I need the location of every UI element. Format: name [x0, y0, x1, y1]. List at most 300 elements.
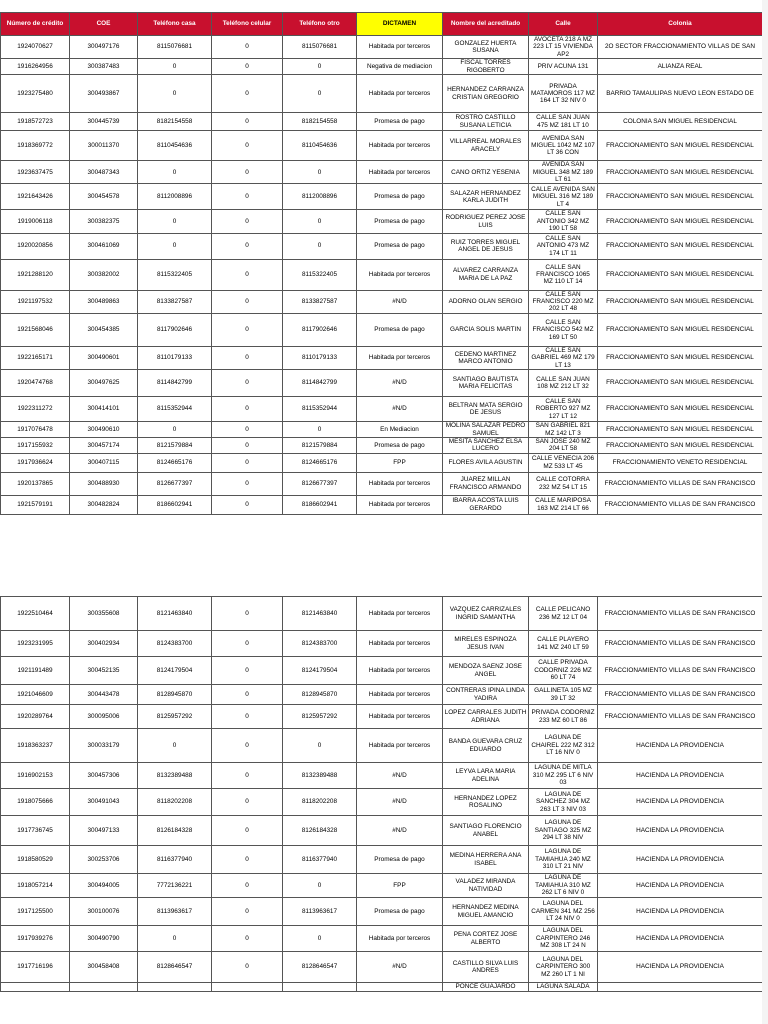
cell-numero-credito: 1917939276 — [1, 926, 70, 952]
cell-telefono-otro: 8124665176 — [283, 453, 357, 472]
table-row — [1, 495, 763, 514]
cell-dictamen: Habitada por terceros — [357, 657, 443, 685]
header-row — [1, 13, 763, 36]
cell-colonia: FRACCIONAMIENTO SAN MIGUEL RESIDENCIAL — [598, 370, 763, 397]
cell-numero-credito: 1923275480 — [1, 75, 70, 113]
cell-colonia: HACIENDA LA PROVIDENCIA — [598, 816, 763, 846]
cell-numero-credito: 1918057214 — [1, 874, 70, 898]
cell-nombre-acreditado: MOLINA SALAZAR PEDRO SAMUEL — [443, 422, 529, 438]
cell-nombre-acreditado: SALAZAR HERNANDEZ KARLA JUDITH — [443, 184, 529, 210]
cell-telefono-casa: 0 — [138, 59, 212, 75]
cell-colonia: HACIENDA LA PROVIDENCIA — [598, 926, 763, 952]
table-row — [1, 763, 763, 789]
cell-nombre-acreditado: BANDA GUEVARA CRUZ EDUARDO — [443, 729, 529, 763]
cell-nombre-acreditado: FISCAL TORRES RIGOBERTO — [443, 59, 529, 75]
cell-coe: 300458408 — [70, 952, 138, 983]
cell-calle: CALLE SAN FRANCISCO 220 MZ 202 LT 48 — [529, 290, 598, 313]
cell-dictamen: Habitada por terceros — [357, 685, 443, 705]
cell-telefono-otro: 8112008896 — [283, 184, 357, 210]
cell-calle: LAGUNA DE TAMIAHUA 240 MZ 310 LT 21 NIV — [529, 846, 598, 874]
table-row — [1, 131, 763, 161]
cell-coe: 300497176 — [70, 36, 138, 59]
cell-nombre-acreditado: MEDINA HERRERA ANA ISABEL — [443, 846, 529, 874]
cell-nombre-acreditado: IBARRA ACOSTA LUIS GERARDO — [443, 495, 529, 514]
cell-coe: 300414101 — [70, 397, 138, 422]
cell-coe: 300454385 — [70, 313, 138, 346]
cell-coe: 300382002 — [70, 259, 138, 290]
cell-dictamen: Habitada por terceros — [357, 705, 443, 729]
cell-colonia: FRACCIONAMIENTO VILLAS DE SAN FRANCISCO — [598, 495, 763, 514]
cell-dictamen: #N/D — [357, 370, 443, 397]
cell-coe: 300490601 — [70, 346, 138, 369]
cell-telefono-otro: 8121579884 — [283, 437, 357, 453]
cell-calle: LAGUNA DE SANCHEZ 304 MZ 263 LT 3 NIV 03 — [529, 789, 598, 816]
cell-colonia: FRACCIONAMIENTO SAN MIGUEL RESIDENCIAL — [598, 437, 763, 453]
cell-telefono-otro: 0 — [283, 874, 357, 898]
cell-telefono-otro: 8115352944 — [283, 397, 357, 422]
cell-dictamen: #N/D — [357, 952, 443, 983]
cell-telefono-otro: 0 — [283, 233, 357, 259]
cell-telefono-casa: 8114842799 — [138, 370, 212, 397]
cell-calle: LAGUNA DEL CARPINTERO 300 MZ 260 LT 1 NI — [529, 952, 598, 983]
cell-dictamen: #N/D — [357, 816, 443, 846]
cell-dictamen: #N/D — [357, 290, 443, 313]
cell-colonia: FRACCIONAMIENTO SAN MIGUEL RESIDENCIAL — [598, 161, 763, 184]
cell-numero-credito: 1924070627 — [1, 36, 70, 59]
cell-telefono-celular: 0 — [212, 259, 283, 290]
cell-telefono-celular: 0 — [212, 36, 283, 59]
cell-numero-credito: 1920474768 — [1, 370, 70, 397]
cell-coe: 300407115 — [70, 453, 138, 472]
cell-telefono-otro: 8115322405 — [283, 259, 357, 290]
table-row — [1, 631, 763, 657]
cell-colonia: HACIENDA LA PROVIDENCIA — [598, 729, 763, 763]
cell-coe: 300497133 — [70, 816, 138, 846]
cell-numero-credito: 1920137865 — [1, 472, 70, 495]
cell-colonia: ALIANZA REAL — [598, 59, 763, 75]
cell-telefono-otro: 0 — [283, 75, 357, 113]
header-colonia: Colonia — [598, 13, 763, 36]
credit-table-page-1 — [0, 12, 763, 515]
cell-dictamen: Habitada por terceros — [357, 631, 443, 657]
cell-calle: CALLE VENECIA 206 MZ 533 LT 45 — [529, 453, 598, 472]
cell-dictamen: Habitada por terceros — [357, 926, 443, 952]
cell-colonia: FRACCIONAMIENTO VILLAS DE SAN FRANCISCO — [598, 657, 763, 685]
table-row — [1, 816, 763, 846]
cell-coe: 300490790 — [70, 926, 138, 952]
cell-numero-credito: 1922165171 — [1, 346, 70, 369]
cell-telefono-celular: 0 — [212, 846, 283, 874]
cell-telefono-otro: 8186602941 — [283, 495, 357, 514]
cell-telefono-celular: 0 — [212, 313, 283, 346]
cell-coe: 300100076 — [70, 898, 138, 926]
cell-nombre-acreditado: JUAREZ MILLAN FRANCISCO ARMANDO — [443, 472, 529, 495]
cell-dictamen: Habitada por terceros — [357, 472, 443, 495]
cell-telefono-otro: 8124179504 — [283, 657, 357, 685]
cell-telefono-celular: 0 — [212, 75, 283, 113]
cell-calle: CALLE COTORRA 232 MZ 54 LT 15 — [529, 472, 598, 495]
cell-numero-credito: 1918580529 — [1, 846, 70, 874]
cell-dictamen: FPP — [357, 874, 443, 898]
cell-nombre-acreditado: LEYVA LARA MARIA ADELINA — [443, 763, 529, 789]
cell-telefono-celular: 0 — [212, 472, 283, 495]
cell-dictamen: Promesa de pago — [357, 313, 443, 346]
table-row — [1, 453, 763, 472]
cell-telefono-celular: 0 — [212, 370, 283, 397]
cell-telefono-casa: 0 — [138, 729, 212, 763]
table-row — [1, 184, 763, 210]
cell-telefono-celular: 0 — [212, 453, 283, 472]
cell-calle: LAGUNA DE SANTIAGO 325 MZ 294 LT 38 NIV — [529, 816, 598, 846]
cell-telefono-celular: 0 — [212, 210, 283, 233]
cell-telefono-celular: 0 — [212, 816, 283, 846]
cell-telefono-otro: 8113963617 — [283, 898, 357, 926]
cell-dictamen: Promesa de pago — [357, 233, 443, 259]
cell-telefono-casa: 8121463840 — [138, 597, 212, 631]
cell-telefono-casa: 0 — [138, 210, 212, 233]
cell-telefono-celular: 0 — [212, 898, 283, 926]
cell-telefono-otro: 8182154558 — [283, 113, 357, 131]
cell-nombre-acreditado: VILLARREAL MORALES ARACELY — [443, 131, 529, 161]
cell-calle: PRIVADA CODORNIZ 233 MZ 60 LT 86 — [529, 705, 598, 729]
cell-colonia: FRACCIONAMIENTO VILLAS DE SAN FRANCISCO — [598, 685, 763, 705]
cell-colonia: FRACCIONAMIENTO SAN MIGUEL RESIDENCIAL — [598, 233, 763, 259]
cell-telefono-celular: 0 — [212, 874, 283, 898]
cell-numero-credito: 1918363237 — [1, 729, 70, 763]
cell-numero-credito: 1917155932 — [1, 437, 70, 453]
cell-numero-credito: 1918075666 — [1, 789, 70, 816]
cell-telefono-otro: 8124383700 — [283, 631, 357, 657]
cell-nombre-acreditado: HERNANDEZ MEDINA MIGUEL AMANCIO — [443, 898, 529, 926]
cell-colonia: FRACCIONAMIENTO SAN MIGUEL RESIDENCIAL — [598, 210, 763, 233]
cell-nombre-acreditado: SANTIAGO FLORENCIO ANABEL — [443, 816, 529, 846]
spreadsheet-page-1 — [0, 12, 762, 515]
cell-telefono-celular: 0 — [212, 290, 283, 313]
cell-telefono-otro: 8125957292 — [283, 705, 357, 729]
table-row — [1, 952, 763, 983]
cell-telefono-otro: 8110454636 — [283, 131, 357, 161]
credit-table-page-2 — [0, 596, 763, 992]
table-row — [1, 657, 763, 685]
cell-coe: 300457306 — [70, 763, 138, 789]
cell-telefono-celular: 0 — [212, 437, 283, 453]
cell-telefono-casa: 7772136221 — [138, 874, 212, 898]
cell-numero-credito: 1916264956 — [1, 59, 70, 75]
cell-coe: 300355608 — [70, 597, 138, 631]
cell-telefono-otro: 8115076681 — [283, 36, 357, 59]
cell-coe: 300387483 — [70, 59, 138, 75]
cell-calle: PRIV ACUNA 131 — [529, 59, 598, 75]
cell-telefono-otro: 8133827587 — [283, 290, 357, 313]
cell-telefono-otro: 8121463840 — [283, 597, 357, 631]
table-row — [1, 113, 763, 131]
cell-telefono-casa: 8133827587 — [138, 290, 212, 313]
cell-dictamen: Habitada por terceros — [357, 161, 443, 184]
cell-coe: 300095006 — [70, 705, 138, 729]
cell-telefono-celular: 0 — [212, 346, 283, 369]
cell-colonia: HACIENDA LA PROVIDENCIA — [598, 874, 763, 898]
cell-calle: LAGUNA DEL CARMEN 341 MZ 256 LT 24 NIV 0 — [529, 898, 598, 926]
table-row — [1, 472, 763, 495]
cell-dictamen: Habitada por terceros — [357, 75, 443, 113]
cell-telefono-casa: 8113963617 — [138, 898, 212, 926]
cell-telefono-casa: 8124179504 — [138, 657, 212, 685]
cell-coe: 300452135 — [70, 657, 138, 685]
cell-numero-credito: 1923637475 — [1, 161, 70, 184]
cell-telefono-celular: 0 — [212, 184, 283, 210]
cell-telefono-otro: 8114842799 — [283, 370, 357, 397]
cell-telefono-celular: 0 — [212, 926, 283, 952]
header-dictamen: DICTAMEN — [357, 13, 443, 36]
cell-colonia: FRACCIONAMIENTO SAN MIGUEL RESIDENCIAL — [598, 313, 763, 346]
cell-colonia: FRACCIONAMIENTO SAN MIGUEL RESIDENCIAL — [598, 397, 763, 422]
cell-dictamen: Promesa de pago — [357, 184, 443, 210]
cell-numero-credito: 1921579191 — [1, 495, 70, 514]
cell-telefono-celular: 0 — [212, 161, 283, 184]
cell-dictamen: Promesa de pago — [357, 210, 443, 233]
cell-numero-credito: 1917936624 — [1, 453, 70, 472]
cell-colonia: HACIENDA LA PROVIDENCIA — [598, 952, 763, 983]
table-row — [1, 926, 763, 952]
cell-telefono-celular: 0 — [212, 597, 283, 631]
cell-telefono-otro: 0 — [283, 161, 357, 184]
cell-dictamen: En Mediacion — [357, 422, 443, 438]
cell-telefono-casa: 8118202208 — [138, 789, 212, 816]
cell-nombre-acreditado: BELTRAN MATA SERGIO DE JESUS — [443, 397, 529, 422]
cell-telefono-otro: 8117902646 — [283, 313, 357, 346]
cell-nombre-acreditado: FLORES AVILA AGUSTIN — [443, 453, 529, 472]
table-row — [1, 397, 763, 422]
cell-numero-credito: 1922510464 — [1, 597, 70, 631]
table-row — [1, 75, 763, 113]
cell-colonia: HACIENDA LA PROVIDENCIA — [598, 763, 763, 789]
cell-telefono-celular: 0 — [212, 59, 283, 75]
page-break — [0, 582, 768, 596]
cell-telefono-casa: 8182154558 — [138, 113, 212, 131]
cell-numero-credito: 1916902153 — [1, 763, 70, 789]
cell-telefono-otro: 0 — [283, 926, 357, 952]
cell-colonia: FRACCIONAMIENTO VILLAS DE SAN FRANCISCO — [598, 631, 763, 657]
table-row — [1, 705, 763, 729]
cell-calle: CALLE SAN FRANCISCO 542 MZ 169 LT 50 — [529, 313, 598, 346]
cell-calle: CALLE SAN ANTONIO 342 MZ 190 LT 58 — [529, 210, 598, 233]
cell-telefono-otro: 0 — [283, 210, 357, 233]
cell-calle: PRIVADA MATAMOROS 117 MZ 164 LT 32 NIV 0 — [529, 75, 598, 113]
cell-telefono-otro: 8132389488 — [283, 763, 357, 789]
cell-dictamen: FPP — [357, 453, 443, 472]
cell-colonia: HACIENDA LA PROVIDENCIA — [598, 898, 763, 926]
cell-nombre-acreditado: ALVAREZ CARRANZA MARIA DE LA PAZ — [443, 259, 529, 290]
cell-calle: LAGUNA DE MITLA 310 MZ 295 LT 6 NIV 03 — [529, 763, 598, 789]
cell-telefono-otro: 8116377940 — [283, 846, 357, 874]
cell-telefono-celular: 0 — [212, 763, 283, 789]
cell-colonia: HACIENDA LA PROVIDENCIA — [598, 846, 763, 874]
cell-coe: 300490610 — [70, 422, 138, 438]
cell-telefono-celular — [212, 983, 283, 992]
cell-nombre-acreditado: GARCIA SOLIS MARTIN — [443, 313, 529, 346]
cell-dictamen: Habitada por terceros — [357, 131, 443, 161]
cell-telefono-casa: 0 — [138, 926, 212, 952]
cell-telefono-otro: 8126677397 — [283, 472, 357, 495]
cell-numero-credito — [1, 983, 70, 992]
cell-telefono-casa: 8126184328 — [138, 816, 212, 846]
cell-colonia: FRACCIONAMIENTO SAN MIGUEL RESIDENCIAL — [598, 290, 763, 313]
cell-dictamen: Negativa de mediacion — [357, 59, 443, 75]
cell-telefono-casa: 0 — [138, 233, 212, 259]
spreadsheet-page-2 — [0, 596, 762, 992]
cell-numero-credito: 1920020856 — [1, 233, 70, 259]
cell-nombre-acreditado: RUIZ TORRES MIGUEL ANGEL DE JESUS — [443, 233, 529, 259]
cell-calle: CALLE PELICANO 236 MZ 12 LT 04 — [529, 597, 598, 631]
cell-colonia: FRACCIONAMIENTO VILLAS DE SAN FRANCISCO — [598, 705, 763, 729]
table-row — [1, 210, 763, 233]
cell-telefono-celular: 0 — [212, 233, 283, 259]
table-row — [1, 983, 763, 992]
cell-dictamen: #N/D — [357, 763, 443, 789]
cell-calle: CALLE SAN JUAN 108 MZ 212 LT 32 — [529, 370, 598, 397]
cell-nombre-acreditado: VALADEZ MIRANDA NATIVIDAD — [443, 874, 529, 898]
cell-colonia — [598, 983, 763, 992]
cell-calle: CALLE MARIPOSA 163 MZ 214 LT 66 — [529, 495, 598, 514]
cell-coe: 300488930 — [70, 472, 138, 495]
cell-telefono-casa: 8128945870 — [138, 685, 212, 705]
cell-calle: CALLE PLAYERO 141 MZ 240 LT 59 — [529, 631, 598, 657]
cell-colonia: FRACCIONAMIENTO VENETO RESIDENCIAL — [598, 453, 763, 472]
cell-colonia: FRACCIONAMIENTO VILLAS DE SAN FRANCISCO — [598, 597, 763, 631]
table-row — [1, 729, 763, 763]
table-row — [1, 36, 763, 59]
cell-nombre-acreditado: ROSTRO CASTILLO SUSANA LETICIA — [443, 113, 529, 131]
cell-colonia: FRACCIONAMIENTO SAN MIGUEL RESIDENCIAL — [598, 422, 763, 438]
header-coe: COE — [70, 13, 138, 36]
cell-numero-credito: 1921643426 — [1, 184, 70, 210]
cell-calle: GALLINETA 105 MZ 39 LT 32 — [529, 685, 598, 705]
cell-telefono-celular: 0 — [212, 789, 283, 816]
cell-telefono-otro: 0 — [283, 422, 357, 438]
cell-colonia: FRACCIONAMIENTO SAN MIGUEL RESIDENCIAL — [598, 184, 763, 210]
cell-dictamen: Habitada por terceros — [357, 346, 443, 369]
cell-telefono-casa: 8186602941 — [138, 495, 212, 514]
cell-coe: 300382375 — [70, 210, 138, 233]
header-telefono-celular: Teléfono celular — [212, 13, 283, 36]
cell-telefono-celular: 0 — [212, 495, 283, 514]
cell-dictamen: #N/D — [357, 397, 443, 422]
cell-dictamen: Habitada por terceros — [357, 36, 443, 59]
cell-telefono-celular: 0 — [212, 113, 283, 131]
cell-numero-credito: 1921197532 — [1, 290, 70, 313]
cell-coe: 300461069 — [70, 233, 138, 259]
cell-coe: 300489863 — [70, 290, 138, 313]
cell-dictamen: Habitada por terceros — [357, 259, 443, 290]
cell-telefono-celular: 0 — [212, 952, 283, 983]
cell-nombre-acreditado: PENA CORTEZ JOSE ALBERTO — [443, 926, 529, 952]
cell-calle: AVENIDA SAN MIGUEL 1042 MZ 107 LT 36 CON — [529, 131, 598, 161]
cell-nombre-acreditado: RODRIGUEZ PEREZ JOSE LUIS — [443, 210, 529, 233]
table-row — [1, 313, 763, 346]
cell-nombre-acreditado: SANTIAGO BAUTISTA MARIA FELICITAS — [443, 370, 529, 397]
cell-dictamen: Habitada por terceros — [357, 495, 443, 514]
cell-numero-credito: 1923231995 — [1, 631, 70, 657]
cell-calle: CALLE AVENIDA SAN MIGUEL 316 MZ 189 LT 4 — [529, 184, 598, 210]
cell-telefono-casa: 8110454636 — [138, 131, 212, 161]
cell-nombre-acreditado: MENDOZA SAENZ JOSE ANGEL — [443, 657, 529, 685]
table-row — [1, 422, 763, 438]
cell-nombre-acreditado: MIRELES ESPINOZA JESUS IVAN — [443, 631, 529, 657]
cell-numero-credito: 1918572723 — [1, 113, 70, 131]
cell-coe: 300443478 — [70, 685, 138, 705]
table-row — [1, 846, 763, 874]
cell-telefono-celular: 0 — [212, 631, 283, 657]
cell-dictamen: Habitada por terceros — [357, 597, 443, 631]
scrollbar[interactable] — [762, 0, 768, 1024]
cell-coe: 300253706 — [70, 846, 138, 874]
cell-telefono-casa — [138, 983, 212, 992]
cell-numero-credito: 1921288120 — [1, 259, 70, 290]
cell-telefono-casa: 8132389488 — [138, 763, 212, 789]
cell-telefono-celular: 0 — [212, 685, 283, 705]
cell-colonia: FRACCIONAMIENTO SAN MIGUEL RESIDENCIAL — [598, 346, 763, 369]
cell-nombre-acreditado: LOPEZ CARRALES JUDITH ADRIANA — [443, 705, 529, 729]
cell-nombre-acreditado: CONTRERAS IPINA LINDA YADIRA — [443, 685, 529, 705]
cell-telefono-casa: 0 — [138, 161, 212, 184]
cell-numero-credito: 1917076478 — [1, 422, 70, 438]
cell-dictamen: Habitada por terceros — [357, 729, 443, 763]
table-row — [1, 59, 763, 75]
cell-colonia: FRACCIONAMIENTO SAN MIGUEL RESIDENCIAL — [598, 259, 763, 290]
cell-calle: AVOCETA 218 A MZ 223 LT 15 VIVIENDA AP2 — [529, 36, 598, 59]
cell-calle: CALLE SAN FRANCISCO 1065 MZ 110 LT 14 — [529, 259, 598, 290]
cell-nombre-acreditado: CEDENO MARTINEZ MARCO ANTONIO — [443, 346, 529, 369]
header-numero-credito: Número de crédito — [1, 13, 70, 36]
cell-numero-credito: 1919006118 — [1, 210, 70, 233]
cell-colonia: HACIENDA LA PROVIDENCIA — [598, 789, 763, 816]
cell-calle: CALLE SAN ANTONIO 473 MZ 174 LT 11 — [529, 233, 598, 259]
table-row — [1, 874, 763, 898]
cell-telefono-casa: 0 — [138, 75, 212, 113]
table-row — [1, 259, 763, 290]
cell-coe: 300011370 — [70, 131, 138, 161]
table-row — [1, 685, 763, 705]
header-calle: Calle — [529, 13, 598, 36]
cell-coe: 300491043 — [70, 789, 138, 816]
cell-calle: CALLE SAN GABRIEL 469 MZ 179 LT 13 — [529, 346, 598, 369]
cell-telefono-celular: 0 — [212, 131, 283, 161]
table-row — [1, 370, 763, 397]
cell-telefono-casa: 8128646547 — [138, 952, 212, 983]
cell-numero-credito: 1918369772 — [1, 131, 70, 161]
cell-dictamen: Promesa de pago — [357, 113, 443, 131]
cell-telefono-celular: 0 — [212, 729, 283, 763]
header-telefono-otro: Teléfono otro — [283, 13, 357, 36]
cell-telefono-otro: 0 — [283, 729, 357, 763]
cell-telefono-celular: 0 — [212, 422, 283, 438]
cell-telefono-casa: 8121579884 — [138, 437, 212, 453]
table-row — [1, 789, 763, 816]
cell-telefono-casa: 8124383700 — [138, 631, 212, 657]
cell-dictamen: Promesa de pago — [357, 437, 443, 453]
cell-telefono-celular: 0 — [212, 705, 283, 729]
cell-calle: SAN JOSE 240 MZ 204 LT 58 — [529, 437, 598, 453]
cell-telefono-casa: 8115322405 — [138, 259, 212, 290]
cell-nombre-acreditado: HERNANDEZ LOPEZ ROSALINO — [443, 789, 529, 816]
cell-dictamen: Promesa de pago — [357, 846, 443, 874]
cell-telefono-casa: 8126677397 — [138, 472, 212, 495]
cell-calle: AVENIDA SAN MIGUEL 348 MZ 189 LT 61 — [529, 161, 598, 184]
cell-nombre-acreditado: GONZALEZ HUERTA SUSANA — [443, 36, 529, 59]
cell-numero-credito: 1920289764 — [1, 705, 70, 729]
cell-numero-credito: 1921568046 — [1, 313, 70, 346]
cell-coe: 300033179 — [70, 729, 138, 763]
